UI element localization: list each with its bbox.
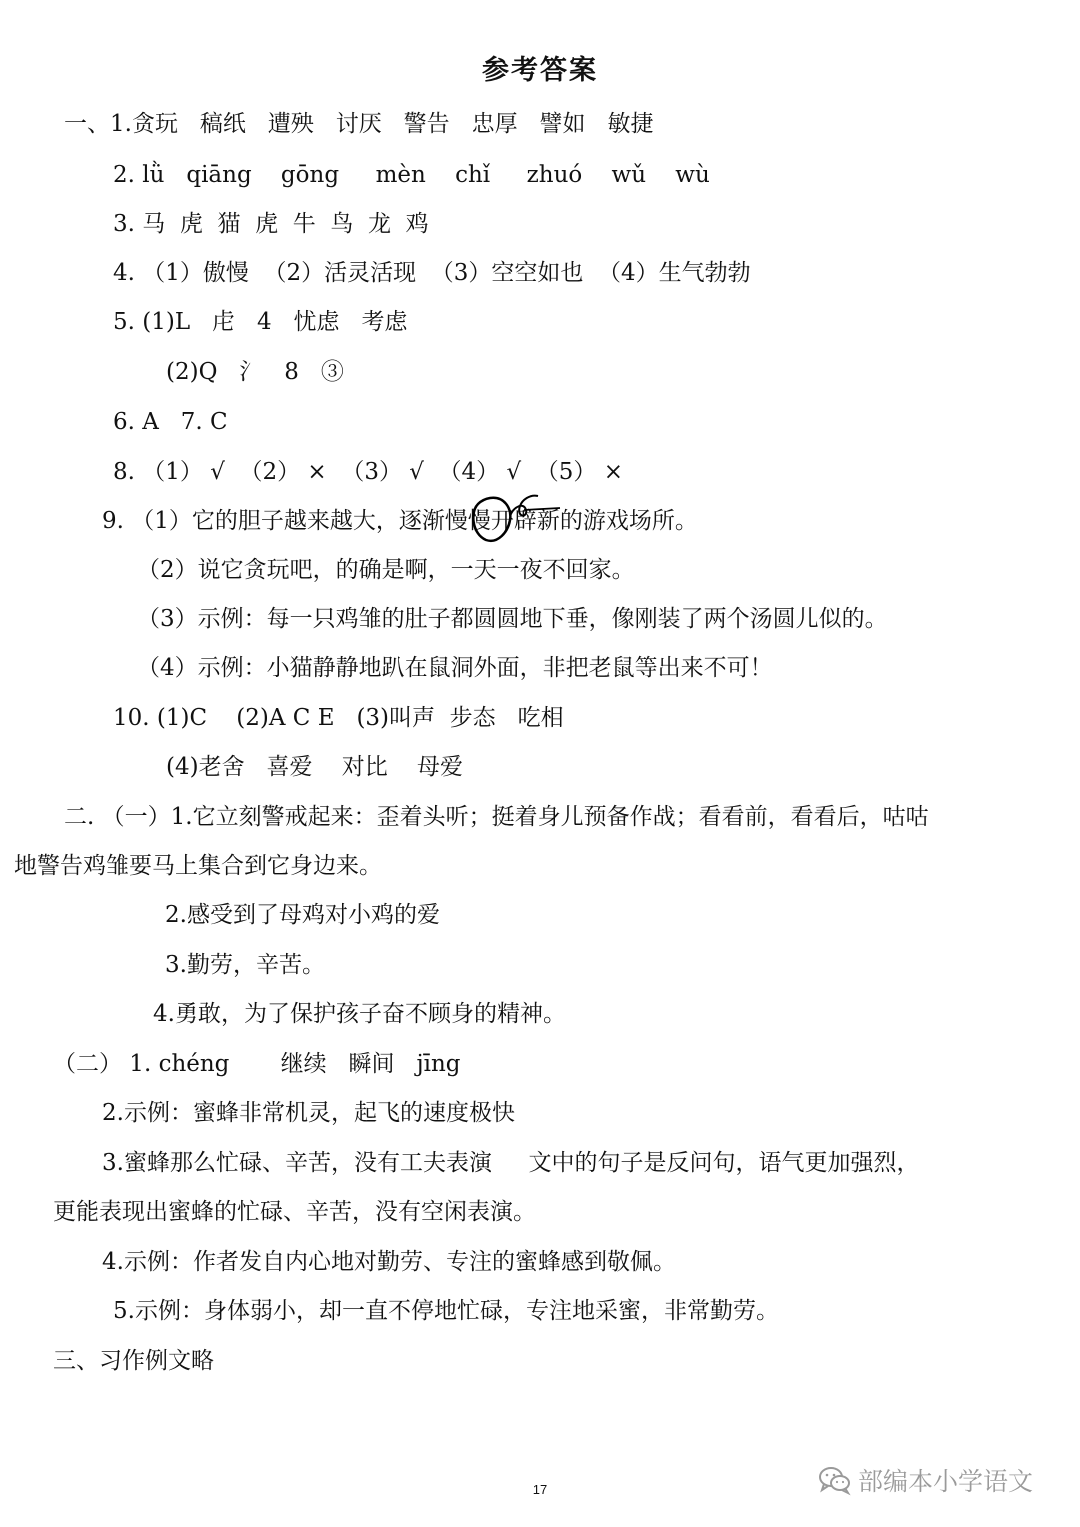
handwritten-deletion-mark — [468, 492, 526, 544]
answer-2b-3-line1: 3.蜜蜂那么忙碌、辛苦，没有工夫表演 文中的句子是反问句，语气更加强烈， — [102, 1150, 920, 1176]
answer-2a-1-line1: 二. （一）1.它立刻警戒起来：歪着头听；挺着身儿预备作战；看看前，看看后，咕咕 — [64, 804, 929, 830]
watermark — [818, 1458, 1033, 1502]
answer-1-10a: 10. (1)C (2)A C E (3)叫声 步态 吃相 — [113, 705, 564, 731]
answer-1-10b: (4)老舍 喜爱 对比 母爱 — [166, 754, 464, 780]
answer-1-3: 3. 马 虎 猫 虎 牛 鸟 龙 鸡 — [113, 211, 429, 237]
answer-1-6-7: 6. A 7. C — [113, 409, 228, 435]
page-number: 17 — [532, 1482, 548, 1497]
answer-2b-2: 2.示例：蜜蜂非常机灵，起飞的速度极快 — [102, 1100, 515, 1126]
answer-2b-5: 5.示例：身体弱小，却一直不停地忙碌，专注地采蜜，非常勤劳。 — [113, 1298, 779, 1324]
watermark-text: 部编本小学语文 — [858, 1467, 1034, 1496]
answer-1-9-2: （2）说它贪玩吧，的确是啊，一天一夜不回家。 — [137, 557, 635, 583]
wechat-icon — [818, 1463, 852, 1497]
answer-1-4: 4. （1）傲慢 （2）活灵活现 （3）空空如也 （4）生气勃勃 — [113, 260, 751, 286]
answer-1-9-3: （3）示例：每一只鸡雏的肚子都圆圆地下垂，像刚装了两个汤圆儿似的。 — [137, 606, 888, 632]
answer-1-5a: 5. (1)L 虍 4 忧虑 考虑 — [113, 309, 408, 335]
answer-3: 三、习作例文略 — [53, 1348, 214, 1374]
answer-2a-3: 3.勤劳，辛苦。 — [165, 952, 325, 978]
answer-2a-4: 4.勇敢，为了保护孩子奋不顾身的精神。 — [153, 1001, 566, 1027]
page-title: 参考答案 — [482, 55, 598, 86]
answer-2a-2: 2.感受到了母鸡对小鸡的爱 — [165, 902, 440, 928]
answer-2b-1: （二） 1. chéng 继续 瞬间 jīng — [53, 1051, 461, 1077]
answer-1-1: 一、1.贪玩 稿纸 遭殃 讨厌 警告 忠厚 譬如 敏捷 — [64, 111, 654, 137]
answer-2a-1-line2: 地警告鸡雏要马上集合到它身边来。 — [14, 853, 382, 879]
answer-1-8: 8. （1） √ （2） × （3） √ （4） √ （5） × — [113, 459, 623, 485]
answer-2b-4: 4.示例：作者发自内心地对勤劳、专注的蜜蜂感到敬佩。 — [102, 1249, 676, 1275]
answer-1-5b: (2)Q 氵 8 ③ — [166, 359, 344, 385]
answer-1-9-4: （4）示例：小猫静静地趴在鼠洞外面，非把老鼠等出来不可！ — [137, 655, 773, 681]
answer-1-2: 2. lǜ qiāng gōng mèn chǐ zhuó wǔ wù — [113, 162, 710, 188]
answer-2b-3-line2: 更能表现出蜜蜂的忙碌、辛苦，没有空闲表演。 — [53, 1199, 536, 1225]
answer-1-9-1: 9. （1）它的胆子越来越大，逐渐慢慢开辟新的游戏场所。 — [102, 508, 698, 534]
